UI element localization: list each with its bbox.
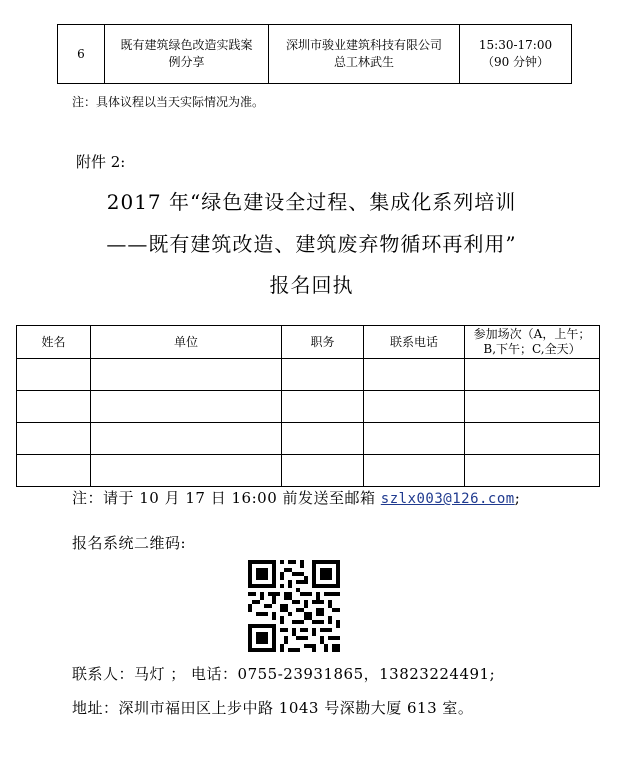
qr-label: 报名系统二维码:	[72, 534, 187, 552]
session-cell[interactable]	[465, 359, 600, 391]
organization-cell[interactable]	[91, 455, 282, 487]
organization-cell[interactable]	[91, 359, 282, 391]
phone-cell[interactable]	[364, 455, 465, 487]
position-cell[interactable]	[282, 359, 364, 391]
position-cell[interactable]	[282, 455, 364, 487]
session-cell[interactable]	[465, 423, 600, 455]
name-cell[interactable]	[17, 391, 91, 423]
table-row	[58, 25, 572, 84]
email-link[interactable]: szlx003@126.com	[380, 491, 515, 507]
position-cell[interactable]	[282, 423, 364, 455]
header-session-line-1: 参加场次（A，上午；	[473, 327, 591, 341]
session-time	[460, 25, 572, 84]
session-topic-line-1: 既有建筑绿色改造实践案	[120, 38, 253, 52]
title-line-3: 报名回执	[269, 273, 354, 297]
header-session	[465, 326, 600, 359]
agenda-note: 注：具体议程以当天实际情况为准。	[72, 95, 265, 109]
header-position: 职务	[282, 326, 364, 359]
organization-cell[interactable]	[91, 423, 282, 455]
organization-cell[interactable]	[91, 391, 282, 423]
name-cell[interactable]	[17, 359, 91, 391]
table-row	[17, 423, 600, 455]
table-row	[17, 455, 600, 487]
position-cell[interactable]	[282, 391, 364, 423]
header-session-line-2: B,下午；C,全天）	[483, 342, 581, 356]
name-cell[interactable]	[17, 423, 91, 455]
phone-cell[interactable]	[364, 423, 465, 455]
session-topic	[105, 25, 269, 84]
registration-form-table	[16, 325, 600, 487]
header-name: 姓名	[17, 326, 91, 359]
session-speaker-line-2: 总工林武生	[333, 55, 394, 69]
deadline-text: 注：请于 10 月 17 日 16:00 前发送至邮箱	[72, 489, 381, 507]
session-time-line-2: （90 分钟）	[481, 55, 550, 69]
deadline-suffix: ;	[514, 489, 521, 507]
phone-cell[interactable]	[364, 359, 465, 391]
table-header-row	[17, 326, 600, 359]
session-speaker	[269, 25, 460, 84]
table-row	[17, 391, 600, 423]
title-line-1: 2017 年“绿色建设全过程、集成化系列培训	[106, 190, 517, 214]
title-line-2: ——既有建筑改造、建筑废弃物循环再利用”	[106, 232, 517, 256]
address-info: 地址：深圳市福田区上步中路 1043 号深勘大厦 613 室。	[72, 699, 474, 717]
session-time-line-1: 15:30-17:00	[478, 38, 553, 52]
qr-code-icon[interactable]	[248, 560, 340, 652]
session-cell[interactable]	[465, 391, 600, 423]
session-cell[interactable]	[465, 455, 600, 487]
session-speaker-line-1: 深圳市骏业建筑科技有限公司	[285, 38, 442, 52]
agenda-table	[57, 24, 572, 84]
contact-info: 联系人：马灯 ； 电话：0755-23931865，13823224491;	[72, 665, 496, 683]
header-phone: 联系电话	[364, 326, 465, 359]
header-organization: 单位	[91, 326, 282, 359]
deadline-note	[72, 487, 520, 508]
session-number: 6	[58, 25, 105, 84]
table-row	[17, 359, 600, 391]
session-topic-line-2: 例分享	[168, 55, 205, 69]
name-cell[interactable]	[17, 455, 91, 487]
phone-cell[interactable]	[364, 391, 465, 423]
annex-label: 附件 2:	[76, 153, 126, 171]
